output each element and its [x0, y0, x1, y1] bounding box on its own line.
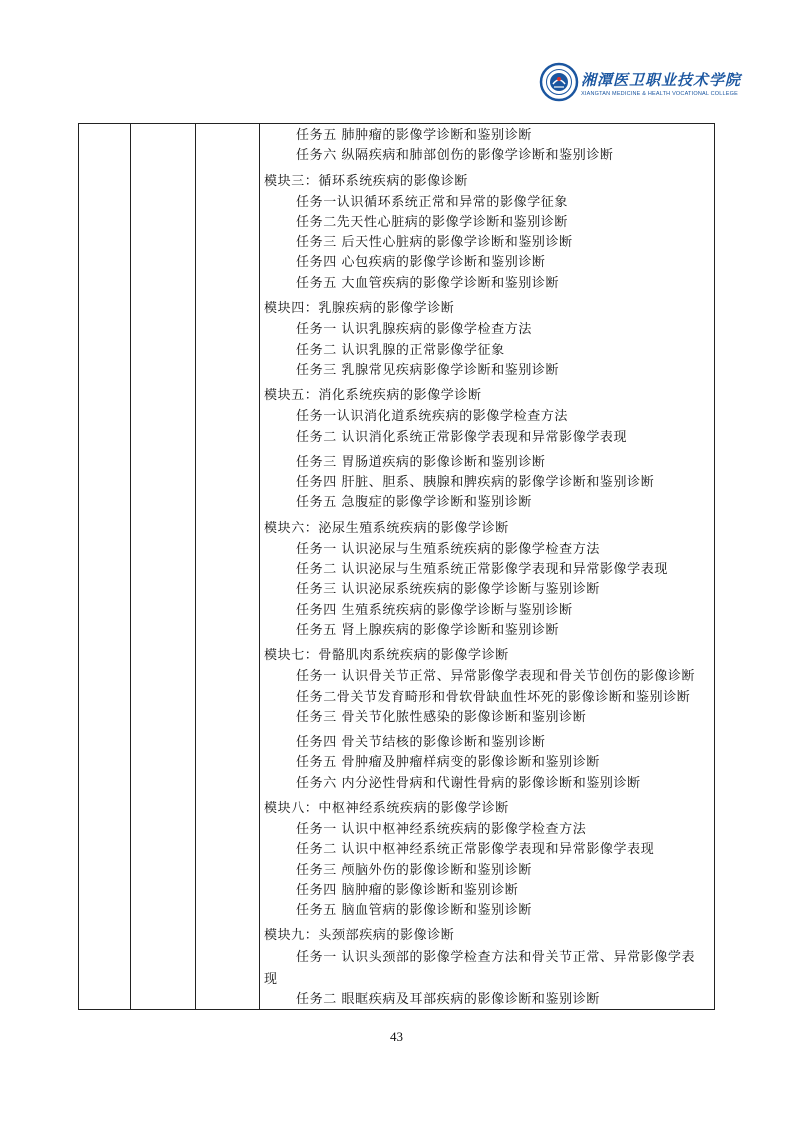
task-item: 任务一认识消化道系统疾病的影像学检查方法	[296, 409, 569, 424]
module-heading: 模块四：乳腺疾病的影像学诊断	[264, 301, 455, 316]
task-item: 任务二 认识乳腺的正常影像学征象	[296, 343, 505, 358]
task-item: 任务五 肾上腺疾病的影像学诊断和鉴别诊断	[296, 623, 560, 638]
task-item: 任务二 认识泌尿与生殖系统正常影像学表现和异常影像学表现	[296, 562, 668, 577]
module-heading: 模块八：中枢神经系统疾病的影像学诊断	[264, 801, 509, 816]
module-heading: 模块三：循环系统疾病的影像诊断	[264, 174, 469, 189]
college-name-en: XIANGTAN MEDICINE & HEALTH VOCATIONAL COLLEGE	[581, 91, 739, 97]
task-item: 任务五 急腹症的影像学诊断和鉴别诊断	[296, 495, 532, 510]
task-item: 任务二 认识中枢神经系统正常影像学表现和异常影像学表现	[296, 842, 655, 857]
task-item: 任务三 颅脑外伤的影像诊断和鉴别诊断	[296, 863, 532, 878]
college-seal-icon	[539, 62, 579, 102]
task-item: 任务四 脑肿瘤的影像诊断和鉴别诊断	[296, 883, 519, 898]
task-item: 任务一 认识骨关节正常、异常影像学表现和骨关节创伤的影像诊断	[296, 669, 696, 684]
task-item: 任务三 乳腺常见疾病影像学诊断和鉴别诊断	[296, 363, 560, 378]
table-column-divider	[259, 124, 260, 1009]
task-item: 任务一 认识泌尿与生殖系统疾病的影像学检查方法	[296, 542, 600, 557]
task-item: 任务六 纵隔疾病和肺部创伤的影像学诊断和鉴别诊断	[296, 148, 614, 163]
task-item: 任务一 认识头颈部的影像学检查方法和骨关节正常、异常影像学表	[296, 950, 696, 965]
task-item: 任务二 认识消化系统正常影像学表现和异常影像学表现	[296, 430, 628, 445]
task-item: 任务五 肺肿瘤的影像学诊断和鉴别诊断	[296, 128, 532, 143]
table-column-divider	[130, 124, 131, 1009]
module-heading: 模块五：消化系统疾病的影像学诊断	[264, 388, 482, 403]
task-item: 任务二骨关节发育畸形和骨软骨缺血性坏死的影像诊断和鉴别诊断	[296, 690, 691, 705]
task-item: 任务五 脑血管病的影像诊断和鉴别诊断	[296, 903, 532, 918]
task-item: 任务三 骨关节化脓性感染的影像诊断和鉴别诊断	[296, 710, 587, 725]
task-item: 任务三 胃肠道疾病的影像诊断和鉴别诊断	[296, 455, 546, 470]
module-heading: 现	[264, 972, 278, 987]
task-item: 任务五 骨肿瘤及肿瘤样病变的影像诊断和鉴别诊断	[296, 755, 600, 770]
task-item: 任务一 认识乳腺疾病的影像学检查方法	[296, 322, 532, 337]
task-item: 任务二 眼眶疾病及耳部疾病的影像诊断和鉴别诊断	[296, 992, 600, 1007]
task-item: 任务四 骨关节结核的影像诊断和鉴别诊断	[296, 735, 546, 750]
task-item: 任务三 后天性心脏病的影像学诊断和鉴别诊断	[296, 235, 573, 250]
module-heading: 模块九：头颈部疾病的影像诊断	[264, 928, 455, 943]
task-item: 任务六 内分泌性骨病和代谢性骨病的影像诊断和鉴别诊断	[296, 776, 641, 791]
module-heading: 模块七：骨骼肌肉系统疾病的影像学诊断	[264, 648, 509, 663]
task-item: 任务三 认识泌尿系统疾病的影像学诊断与鉴别诊断	[296, 582, 600, 597]
task-item: 任务二先天性心脏病的影像学诊断和鉴别诊断	[296, 215, 569, 230]
table-column-divider	[195, 124, 196, 1009]
task-item: 任务四 心包疾病的影像学诊断和鉴别诊断	[296, 255, 546, 270]
module-heading: 模块六：泌尿生殖系统疾病的影像学诊断	[264, 521, 509, 536]
task-item: 任务一 认识中枢神经系统疾病的影像学检查方法	[296, 822, 587, 837]
task-item: 任务四 肝脏、胆系、胰腺和脾疾病的影像学诊断和鉴别诊断	[296, 475, 655, 490]
task-item: 任务五 大血管疾病的影像学诊断和鉴别诊断	[296, 276, 560, 291]
page-number: 43	[390, 1029, 403, 1044]
college-name: 湘潭医卫职业技术学院	[581, 71, 742, 89]
task-item: 任务一认识循环系统正常和异常的影像学征象	[296, 195, 569, 210]
college-logo	[539, 62, 742, 112]
task-item: 任务四 生殖系统疾病的影像学诊断与鉴别诊断	[296, 603, 573, 618]
